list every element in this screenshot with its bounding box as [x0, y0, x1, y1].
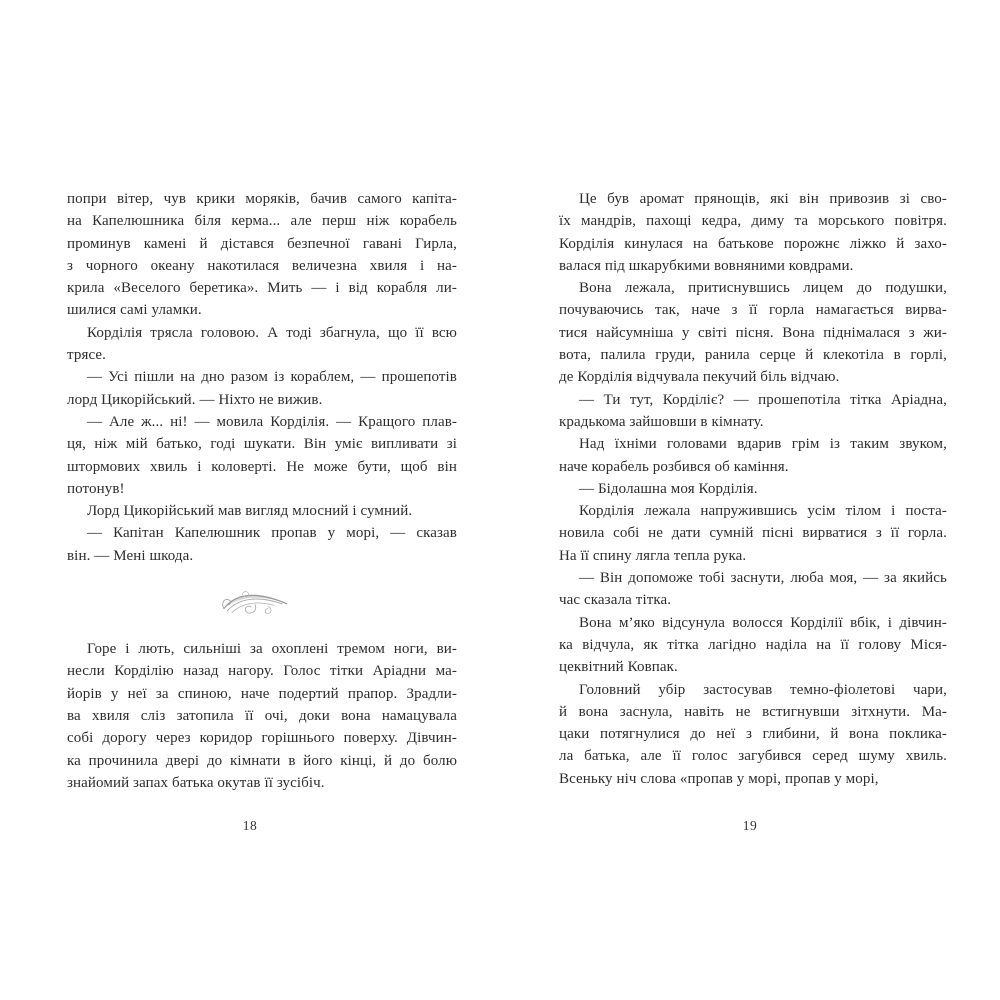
text-line: Над їхніми головами вдарив грім із таким звуком, [579, 436, 947, 453]
text-line: потонув! [67, 480, 125, 497]
text-line: проминув камені й дістався безпечної гавані Гирла, [67, 235, 457, 252]
paragraph [559, 188, 947, 277]
text-line: — Ти тут, Корділіє? — прошепотіла тітка Аріадна, [579, 391, 947, 408]
text-line: Головний убір застосував темно-фіолетові чари, [579, 681, 947, 698]
text-line: їх мандрів, пахощі кедра, диму та морського повітря. [559, 213, 947, 230]
text-line: — Капітан Капелюшник пропав у морі, — сказав [87, 525, 457, 542]
paragraph [559, 478, 947, 500]
page-number-right: 19 [742, 818, 758, 833]
text-line: попри вітер, чув крики моряків, бачив самого капіта- [67, 191, 457, 207]
paragraph [67, 366, 457, 411]
text-line: Це був аромат прянощів, які він привозив зі сво- [579, 191, 947, 207]
page-right [500, 0, 1000, 1000]
text-line: Горе і лють, сильніші за охоплені тремом ноги, ви- [87, 641, 457, 658]
text-line: знайомий запах батька окутав її зусібіч. [67, 774, 325, 791]
text-line: Корділія лежала напружившись усім тілом і поста- [579, 503, 947, 520]
text-line: Корділія трясла головою. А тоді збагнула, що її всю [87, 324, 457, 341]
text-line: ка відчула, як тітка лагідно наділа на її голову Міся- [559, 636, 947, 653]
text-line: наче корабель розбився об каміння. [559, 458, 789, 475]
text-line: крадькома зайшовши в кімнату. [559, 413, 764, 430]
text-line: собі дорогу через коридор горішнього поверху. Дівчин- [67, 730, 457, 747]
wave-flourish-icon [67, 567, 457, 638]
text-line: з чорного океану накотилася величезна хвиля і на- [67, 257, 457, 274]
paragraph [67, 638, 457, 794]
text-line: — Усі пішли на дно разом із кораблем, — прошепотів [87, 369, 457, 386]
text-line: трясе. [67, 347, 106, 364]
paragraph [67, 188, 457, 322]
paragraph [559, 679, 947, 790]
page-left-text [67, 188, 457, 794]
paragraph [559, 277, 947, 388]
text-line: Всеньку ніч слова «пропав у морі, пропав у морі, [559, 770, 879, 787]
paragraph [67, 522, 457, 567]
text-line: цаки потягнулися до неї з глибини, й вона поклика- [559, 726, 947, 743]
text-line: Вона м’яко відсунула волосся Корділії вбік, і дівчин- [579, 614, 947, 631]
text-line: цеквітний Ковпак. [559, 659, 678, 676]
text-line: почуваючись так, наче з її горла намагається вирва- [559, 302, 947, 319]
text-line: Корділія кинулася на батькове порожнє ліжко й захо- [559, 235, 947, 252]
paragraph [559, 389, 947, 434]
text-line: валася під шкарубкими вовняними ковдрами. [559, 257, 854, 274]
paragraph [559, 612, 947, 679]
text-line: на Капелюшника біля керма... але перш ніж корабель [67, 213, 457, 230]
text-line: де Корділія відчувала пекучий біль відчаю. [559, 369, 840, 386]
text-line: шилися самі уламки. [67, 302, 202, 319]
text-line: На її спину лягла тепла рука. [559, 547, 747, 564]
paragraph [67, 322, 457, 367]
text-line: штормових хвиль і коловерті. Не може бути, щоб він [67, 458, 457, 475]
text-line: ка прочинила двері до кімнати в його кінці, й до болю [67, 752, 457, 769]
text-line: Лорд Цикорійський мав вигляд млосний і сумний. [87, 503, 413, 520]
paragraph [67, 500, 457, 522]
text-line: час сказала тітка. [559, 592, 672, 609]
paragraph [67, 411, 457, 500]
text-line: крила «Веселого беретика». Мить — і від корабля ли- [67, 280, 457, 297]
text-line: тися найсумніша у світі пісня. Вона піднімалася з жи- [559, 324, 947, 341]
text-line: й вона заснула, навіть не встигнувши зітхнути. Ма- [559, 703, 947, 720]
text-line: Вона лежала, притиснувшись лицем до подушки, [579, 280, 947, 297]
text-line: ла батька, але її голос загубився серед шуму хвиль. [559, 748, 947, 765]
page-right-text [559, 188, 947, 790]
page-number-left: 18 [242, 818, 258, 833]
paragraph [559, 500, 947, 567]
text-line: новила собі не дати сумній пісні вирватися з її горла. [559, 525, 947, 542]
text-line: вота, палила груди, ранила серце й клекотіла в горлі, [559, 347, 947, 364]
text-line: лорд Цикорійський. — Ніхто не вижив. [67, 391, 323, 408]
text-line: — Але ж... ні! — мовила Корділія. — Кращого плав- [87, 413, 457, 430]
text-line: — Бідолашна моя Корділія. [579, 480, 758, 497]
text-line: він. — Мені шкода. [67, 547, 194, 564]
text-line: ва хвиля сліз затопила її очі, доки вона намацувала [67, 707, 457, 724]
text-line: йорів у неї за спиною, наче подертий прапор. Зрадли- [67, 685, 457, 702]
text-line: ця, ніж мій батько, годі шукати. Він уміє випливати зі [67, 436, 457, 453]
text-line: — Він допоможе тобі заснути, люба моя, — за якийсь [579, 570, 947, 587]
paragraph [559, 433, 947, 478]
text-line: несли Корділію назад нагору. Голос тітки Аріадни ма- [67, 663, 457, 680]
paragraph [559, 567, 947, 612]
